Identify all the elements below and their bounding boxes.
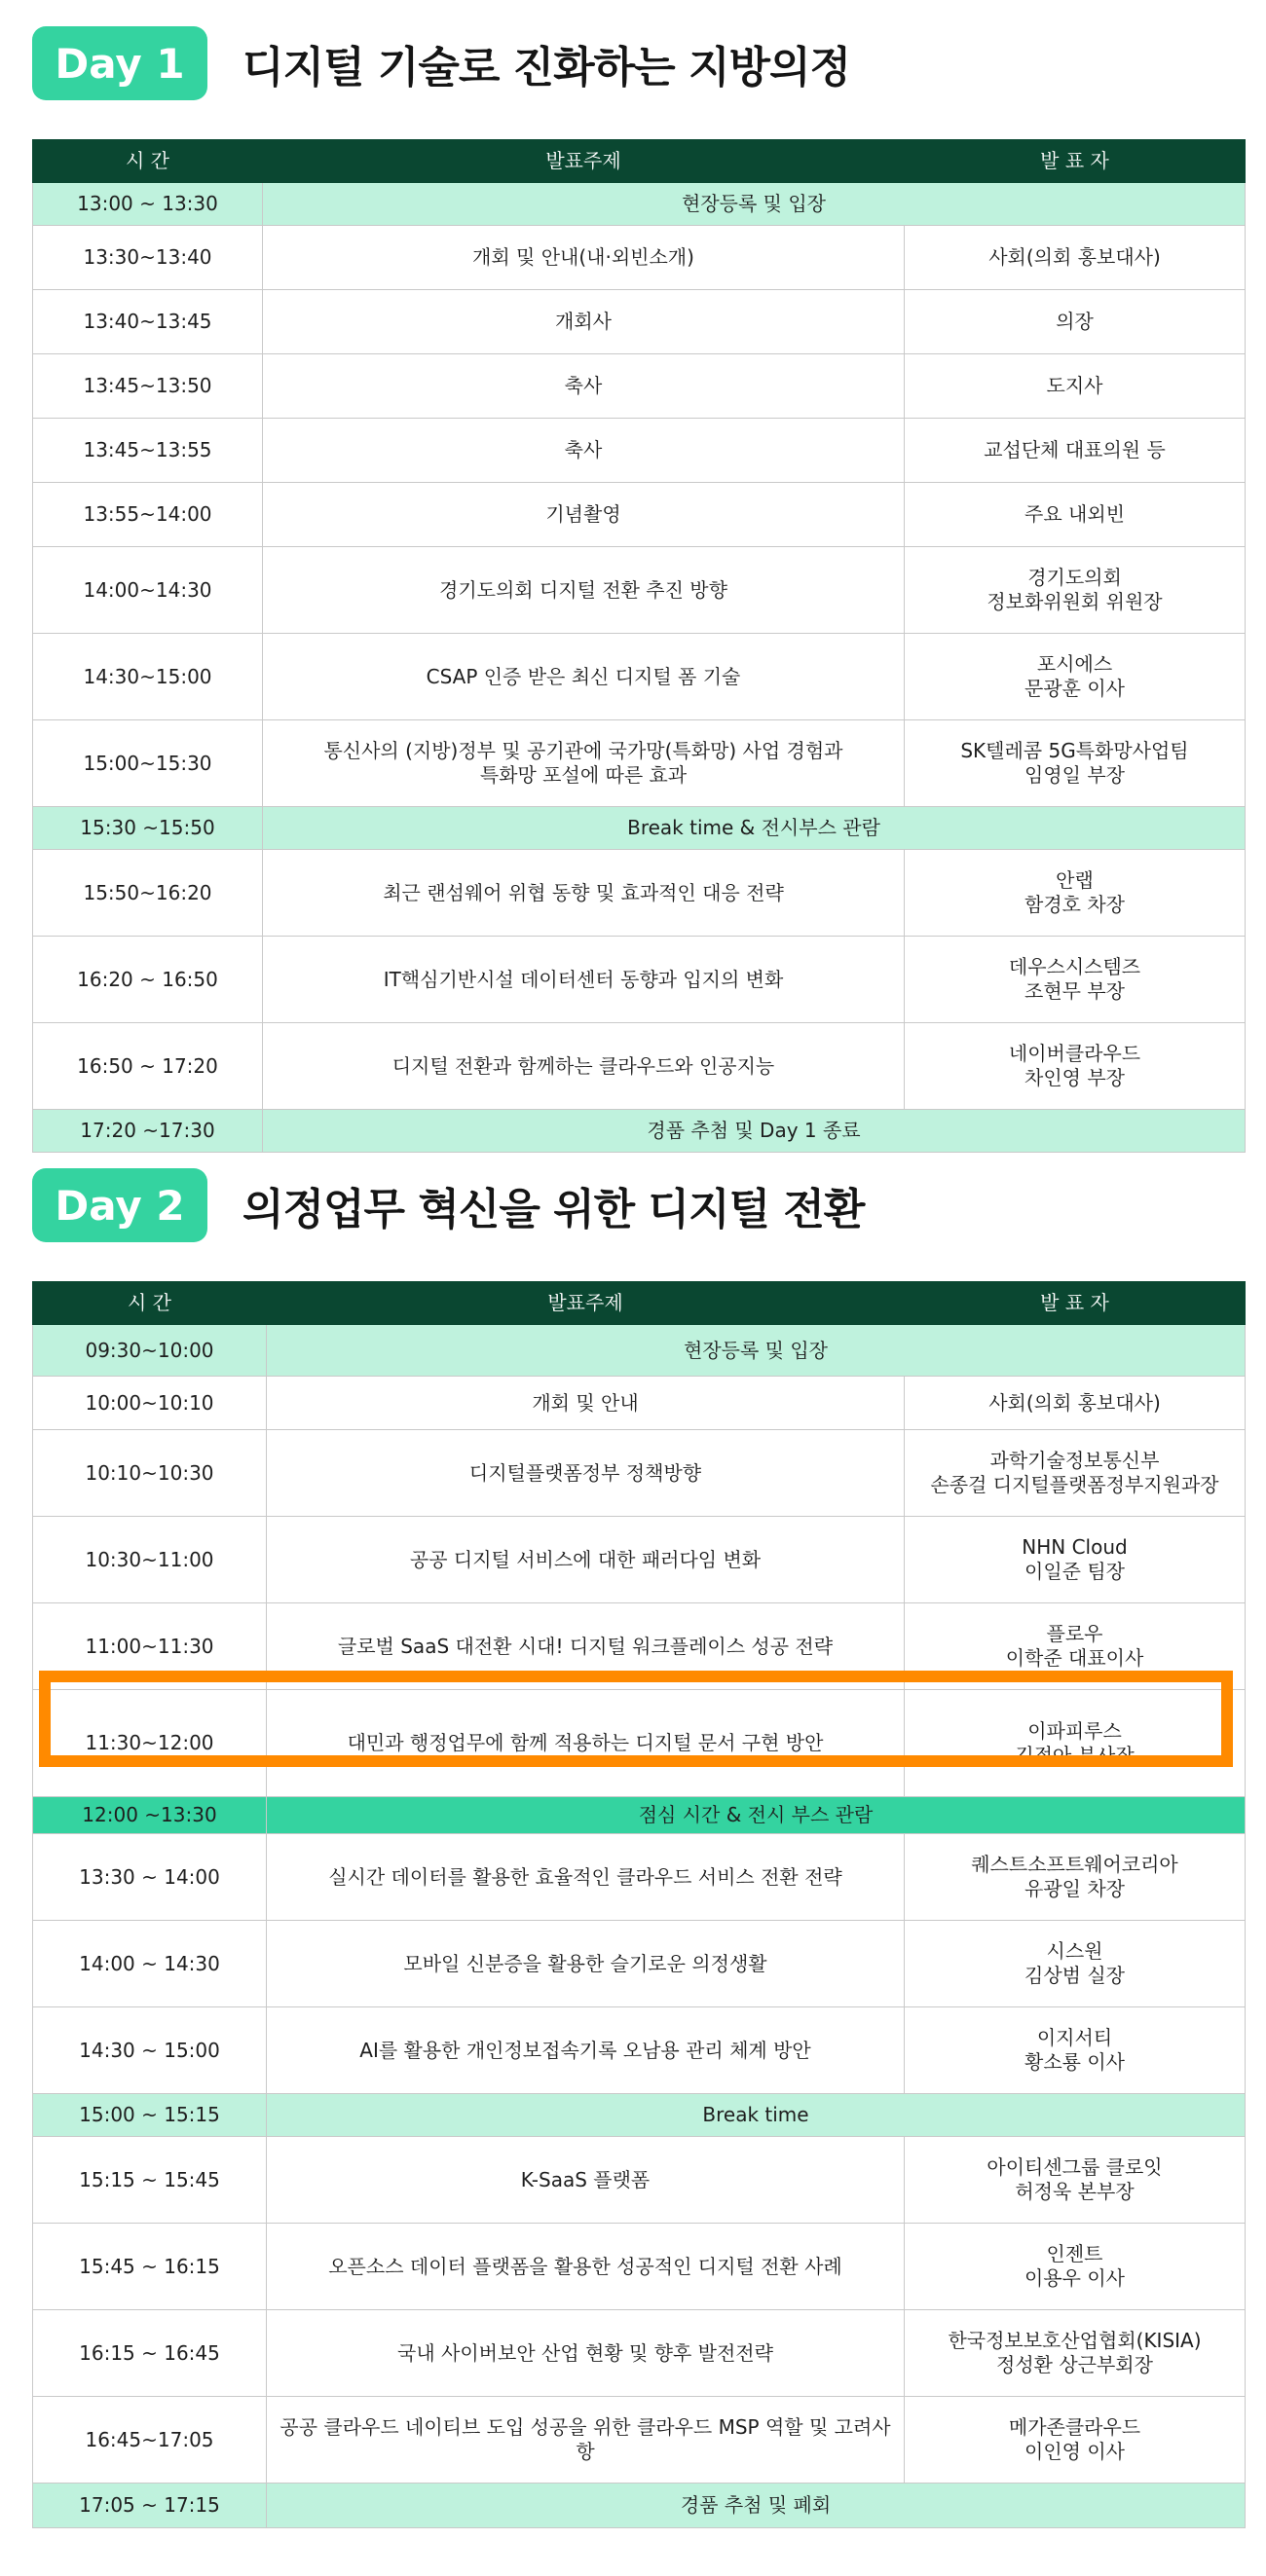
header-speaker: 발 표 자 (905, 140, 1246, 183)
topic-cell: 공공 클라우드 네이티브 도입 성공을 위한 클라우드 MSP 역할 및 고려사항 (267, 2397, 905, 2484)
header-time: 시 간 (33, 140, 263, 183)
time-cell: 13:30~13:40 (33, 226, 263, 290)
topic-cell: CSAP 인증 받은 최신 디지털 폼 기술 (263, 634, 905, 720)
session-row (33, 850, 1246, 937)
text-line: 네이버클라우드 (1008, 1042, 1141, 1065)
session-row (33, 1430, 1246, 1517)
text-line: 메가존클라우드 (1008, 2415, 1141, 2439)
session-row (33, 290, 1246, 354)
speaker-cell (905, 720, 1246, 807)
session-row (33, 1517, 1246, 1603)
time-cell: 13:00 ~ 13:30 (33, 183, 263, 226)
time-cell: 16:45~17:05 (33, 2397, 267, 2484)
time-cell: 14:30~15:00 (33, 634, 263, 720)
topic-cell (263, 720, 905, 807)
session-row (33, 634, 1246, 720)
topic-cell: K-SaaS 플랫폼 (267, 2137, 905, 2224)
session-row (33, 1921, 1246, 2007)
topic-cell: 현장등록 및 입장 (267, 1325, 1246, 1377)
session-row (33, 547, 1246, 634)
band-row (33, 1110, 1246, 1153)
time-cell: 10:00~10:10 (33, 1377, 267, 1430)
text-line: 조현무 부장 (1024, 979, 1125, 1003)
day2-title: 의정업무 혁신을 위한 디지털 전환 (242, 1185, 865, 1234)
session-row (33, 1377, 1246, 1430)
text-line: 김정아 부사장 (1015, 1743, 1135, 1767)
header-topic: 발표주제 (263, 140, 905, 183)
time-cell: 09:30~10:00 (33, 1325, 267, 1377)
session-row (33, 483, 1246, 547)
table-header-row (33, 140, 1246, 183)
text-line: 플로우 (1046, 1622, 1103, 1645)
topic-cell: 축사 (263, 419, 905, 483)
day1-schedule-table (32, 139, 1246, 1153)
day2-schedule-table (32, 1281, 1246, 2528)
text-line: 통신사의 (지방)정부 및 공기관에 국가망(특화망) 사업 경험과 (323, 739, 843, 762)
topic-cell: 기념촬영 (263, 483, 905, 547)
time-cell: 16:50 ~ 17:20 (33, 1023, 263, 1110)
time-cell: 16:15 ~ 16:45 (33, 2310, 267, 2397)
topic-cell: 경품 추첨 및 폐회 (267, 2484, 1246, 2528)
header-topic: 발표주제 (267, 1282, 905, 1325)
session-row (33, 2224, 1246, 2310)
text-line: 함경호 차장 (1024, 893, 1125, 916)
session-row (33, 937, 1246, 1023)
session-row (33, 2310, 1246, 2397)
time-cell: 15:00 ~ 15:15 (33, 2094, 267, 2137)
day1-heading (32, 26, 1245, 100)
topic-cell: 디지털플랫폼정부 정책방향 (267, 1430, 905, 1517)
topic-cell: 대민과 행정업무에 함께 적용하는 디지털 문서 구현 방안 (267, 1690, 905, 1797)
time-cell: 10:30~11:00 (33, 1517, 267, 1603)
text-line: 과학기술정보통신부 (989, 1449, 1160, 1472)
day2-badge: Day 2 (32, 1168, 207, 1242)
band-row (33, 183, 1246, 226)
speaker-cell (905, 1921, 1246, 2007)
time-cell: 15:00~15:30 (33, 720, 263, 807)
text-line: 특화망 포설에 따른 효과 (479, 763, 688, 787)
text-line: 이지서티 (1036, 2026, 1113, 2049)
time-cell: 11:30~12:00 (33, 1690, 267, 1797)
topic-cell: Break time (267, 2094, 1246, 2137)
speaker-cell (905, 2137, 1246, 2224)
text-line: 김상범 실장 (1024, 1964, 1125, 1987)
text-line: 데우스시스템즈 (1008, 955, 1141, 978)
session-row (33, 1023, 1246, 1110)
text-line: 인젠트 (1046, 2242, 1103, 2265)
topic-cell: 개회 및 안내 (267, 1377, 905, 1430)
topic-cell: 최근 랜섬웨어 위협 동향 및 효과적인 대응 전략 (263, 850, 905, 937)
text-line: 경기도의회 (1027, 566, 1122, 589)
text-line: NHN Cloud (1022, 1535, 1128, 1559)
topic-cell: AI를 활용한 개인정보접속기록 오남용 관리 체계 방안 (267, 2007, 905, 2094)
text-line: 정보화위원회 위원장 (987, 590, 1163, 613)
topic-cell: 오픈소스 데이터 플랫폼을 활용한 성공적인 디지털 전환 사례 (267, 2224, 905, 2310)
topic-cell: 글로벌 SaaS 대전환 시대! 디지털 워크플레이스 성공 전략 (267, 1603, 905, 1690)
time-cell: 14:30 ~ 15:00 (33, 2007, 267, 2094)
speaker-cell: 사회(의회 홍보대사) (905, 226, 1246, 290)
speaker-cell (905, 937, 1246, 1023)
time-cell: 13:40~13:45 (33, 290, 263, 354)
band-row (33, 2484, 1246, 2528)
header-time: 시 간 (33, 1282, 267, 1325)
text-line: 안랩 (1056, 868, 1094, 892)
speaker-cell (905, 850, 1246, 937)
text-line: 이용우 이사 (1024, 2266, 1125, 2290)
day1-section (32, 26, 1245, 1153)
time-cell: 16:20 ~ 16:50 (33, 937, 263, 1023)
text-line: 손종걸 디지털플랫폼정부지원과장 (930, 1473, 1219, 1496)
time-cell: 13:55~14:00 (33, 483, 263, 547)
session-row (33, 226, 1246, 290)
text-line: 시스원 (1046, 1939, 1103, 1963)
topic-cell: 모바일 신분증을 활용한 슬기로운 의정생활 (267, 1921, 905, 2007)
session-row (33, 419, 1246, 483)
session-row (33, 1690, 1246, 1797)
speaker-cell (905, 1023, 1246, 1110)
topic-cell: 공공 디지털 서비스에 대한 패러다임 변화 (267, 1517, 905, 1603)
text-line: 정성환 상근부회장 (996, 2353, 1153, 2376)
speaker-cell (905, 1603, 1246, 1690)
speaker-cell (905, 634, 1246, 720)
band-row (33, 807, 1246, 850)
time-cell: 17:20 ~17:30 (33, 1110, 263, 1153)
topic-cell: 현장등록 및 입장 (263, 183, 1246, 226)
speaker-cell (905, 1517, 1246, 1603)
topic-cell: IT핵심기반시설 데이터센터 동향과 입지의 변화 (263, 937, 905, 1023)
topic-cell: 실시간 데이터를 활용한 효율적인 클라우드 서비스 전환 전략 (267, 1834, 905, 1921)
time-cell: 14:00~14:30 (33, 547, 263, 634)
speaker-cell (905, 547, 1246, 634)
speaker-cell: 주요 내외빈 (905, 483, 1246, 547)
time-cell: 15:45 ~ 16:15 (33, 2224, 267, 2310)
text-line: 한국정보보호산업협회(KISIA) (948, 2329, 1202, 2352)
time-cell: 15:50~16:20 (33, 850, 263, 937)
time-cell: 15:30 ~15:50 (33, 807, 263, 850)
text-line: 임영일 부장 (1024, 763, 1125, 787)
session-row (33, 2397, 1246, 2484)
session-row (33, 1603, 1246, 1690)
topic-cell: 개회 및 안내(내·외빈소개) (263, 226, 905, 290)
text-line: 허정욱 본부장 (1015, 2180, 1135, 2203)
topic-cell: 경기도의회 디지털 전환 추진 방향 (263, 547, 905, 634)
band-row (33, 1325, 1246, 1377)
text-line: SK텔레콤 5G특화망사업팀 (960, 739, 1189, 762)
text-line: 이파피루스 (1027, 1718, 1122, 1743)
session-row (33, 1834, 1246, 1921)
time-cell: 15:15 ~ 15:45 (33, 2137, 267, 2224)
text-line: 차인영 부장 (1024, 1066, 1125, 1089)
topic-cell: Break time & 전시부스 관람 (263, 807, 1246, 850)
time-cell: 10:10~10:30 (33, 1430, 267, 1517)
topic-cell: 축사 (263, 354, 905, 419)
speaker-cell (905, 2224, 1246, 2310)
session-row (33, 720, 1246, 807)
header-speaker: 발 표 자 (905, 1282, 1246, 1325)
topic-cell: 점심 시간 & 전시 부스 관람 (267, 1797, 1246, 1834)
session-row (33, 354, 1246, 419)
speaker-cell (905, 2397, 1246, 2484)
text-line: 이일준 팀장 (1024, 1560, 1125, 1583)
band-row (33, 2094, 1246, 2137)
speaker-cell (905, 2310, 1246, 2397)
table-header-row (33, 1282, 1246, 1325)
text-line: 문광훈 이사 (1024, 677, 1125, 700)
topic-cell: 국내 사이버보안 산업 현황 및 향후 발전전략 (267, 2310, 905, 2397)
time-cell: 12:00 ~13:30 (33, 1797, 267, 1834)
band-row (33, 1797, 1246, 1834)
topic-cell: 개회사 (263, 290, 905, 354)
time-cell: 11:00~11:30 (33, 1603, 267, 1690)
topic-cell: 디지털 전환과 함께하는 클라우드와 인공지능 (263, 1023, 905, 1110)
speaker-cell: 교섭단체 대표의원 등 (905, 419, 1246, 483)
time-cell: 13:45~13:55 (33, 419, 263, 483)
speaker-cell: 도지사 (905, 354, 1246, 419)
speaker-cell: 사회(의회 홍보대사) (905, 1377, 1246, 1430)
text-line: 황소룡 이사 (1024, 2050, 1125, 2074)
speaker-cell (905, 1690, 1246, 1797)
day2-section (32, 1168, 1245, 2528)
time-cell: 13:30 ~ 14:00 (33, 1834, 267, 1921)
time-cell: 17:05 ~ 17:15 (33, 2484, 267, 2528)
time-cell: 13:45~13:50 (33, 354, 263, 419)
day1-badge: Day 1 (32, 26, 207, 100)
text-line: 유광일 차장 (1024, 1877, 1125, 1900)
time-cell: 14:00 ~ 14:30 (33, 1921, 267, 2007)
day1-title: 디지털 기술로 진화하는 지방의정 (242, 43, 851, 92)
text-line: 이학준 대표이사 (1005, 1646, 1144, 1670)
speaker-cell (905, 1834, 1246, 1921)
text-line: 이인영 이사 (1024, 2440, 1125, 2463)
speaker-cell: 의장 (905, 290, 1246, 354)
speaker-cell (905, 1430, 1246, 1517)
session-row (33, 2137, 1246, 2224)
day2-heading (32, 1168, 1245, 1242)
topic-cell: 경품 추첨 및 Day 1 종료 (263, 1110, 1246, 1153)
speaker-cell (905, 2007, 1246, 2094)
text-line: 퀘스트소프트웨어코리아 (971, 1853, 1178, 1876)
session-row (33, 2007, 1246, 2094)
text-line: 아이티센그룹 클로잇 (987, 2155, 1163, 2179)
text-line: 포시에스 (1036, 652, 1113, 676)
